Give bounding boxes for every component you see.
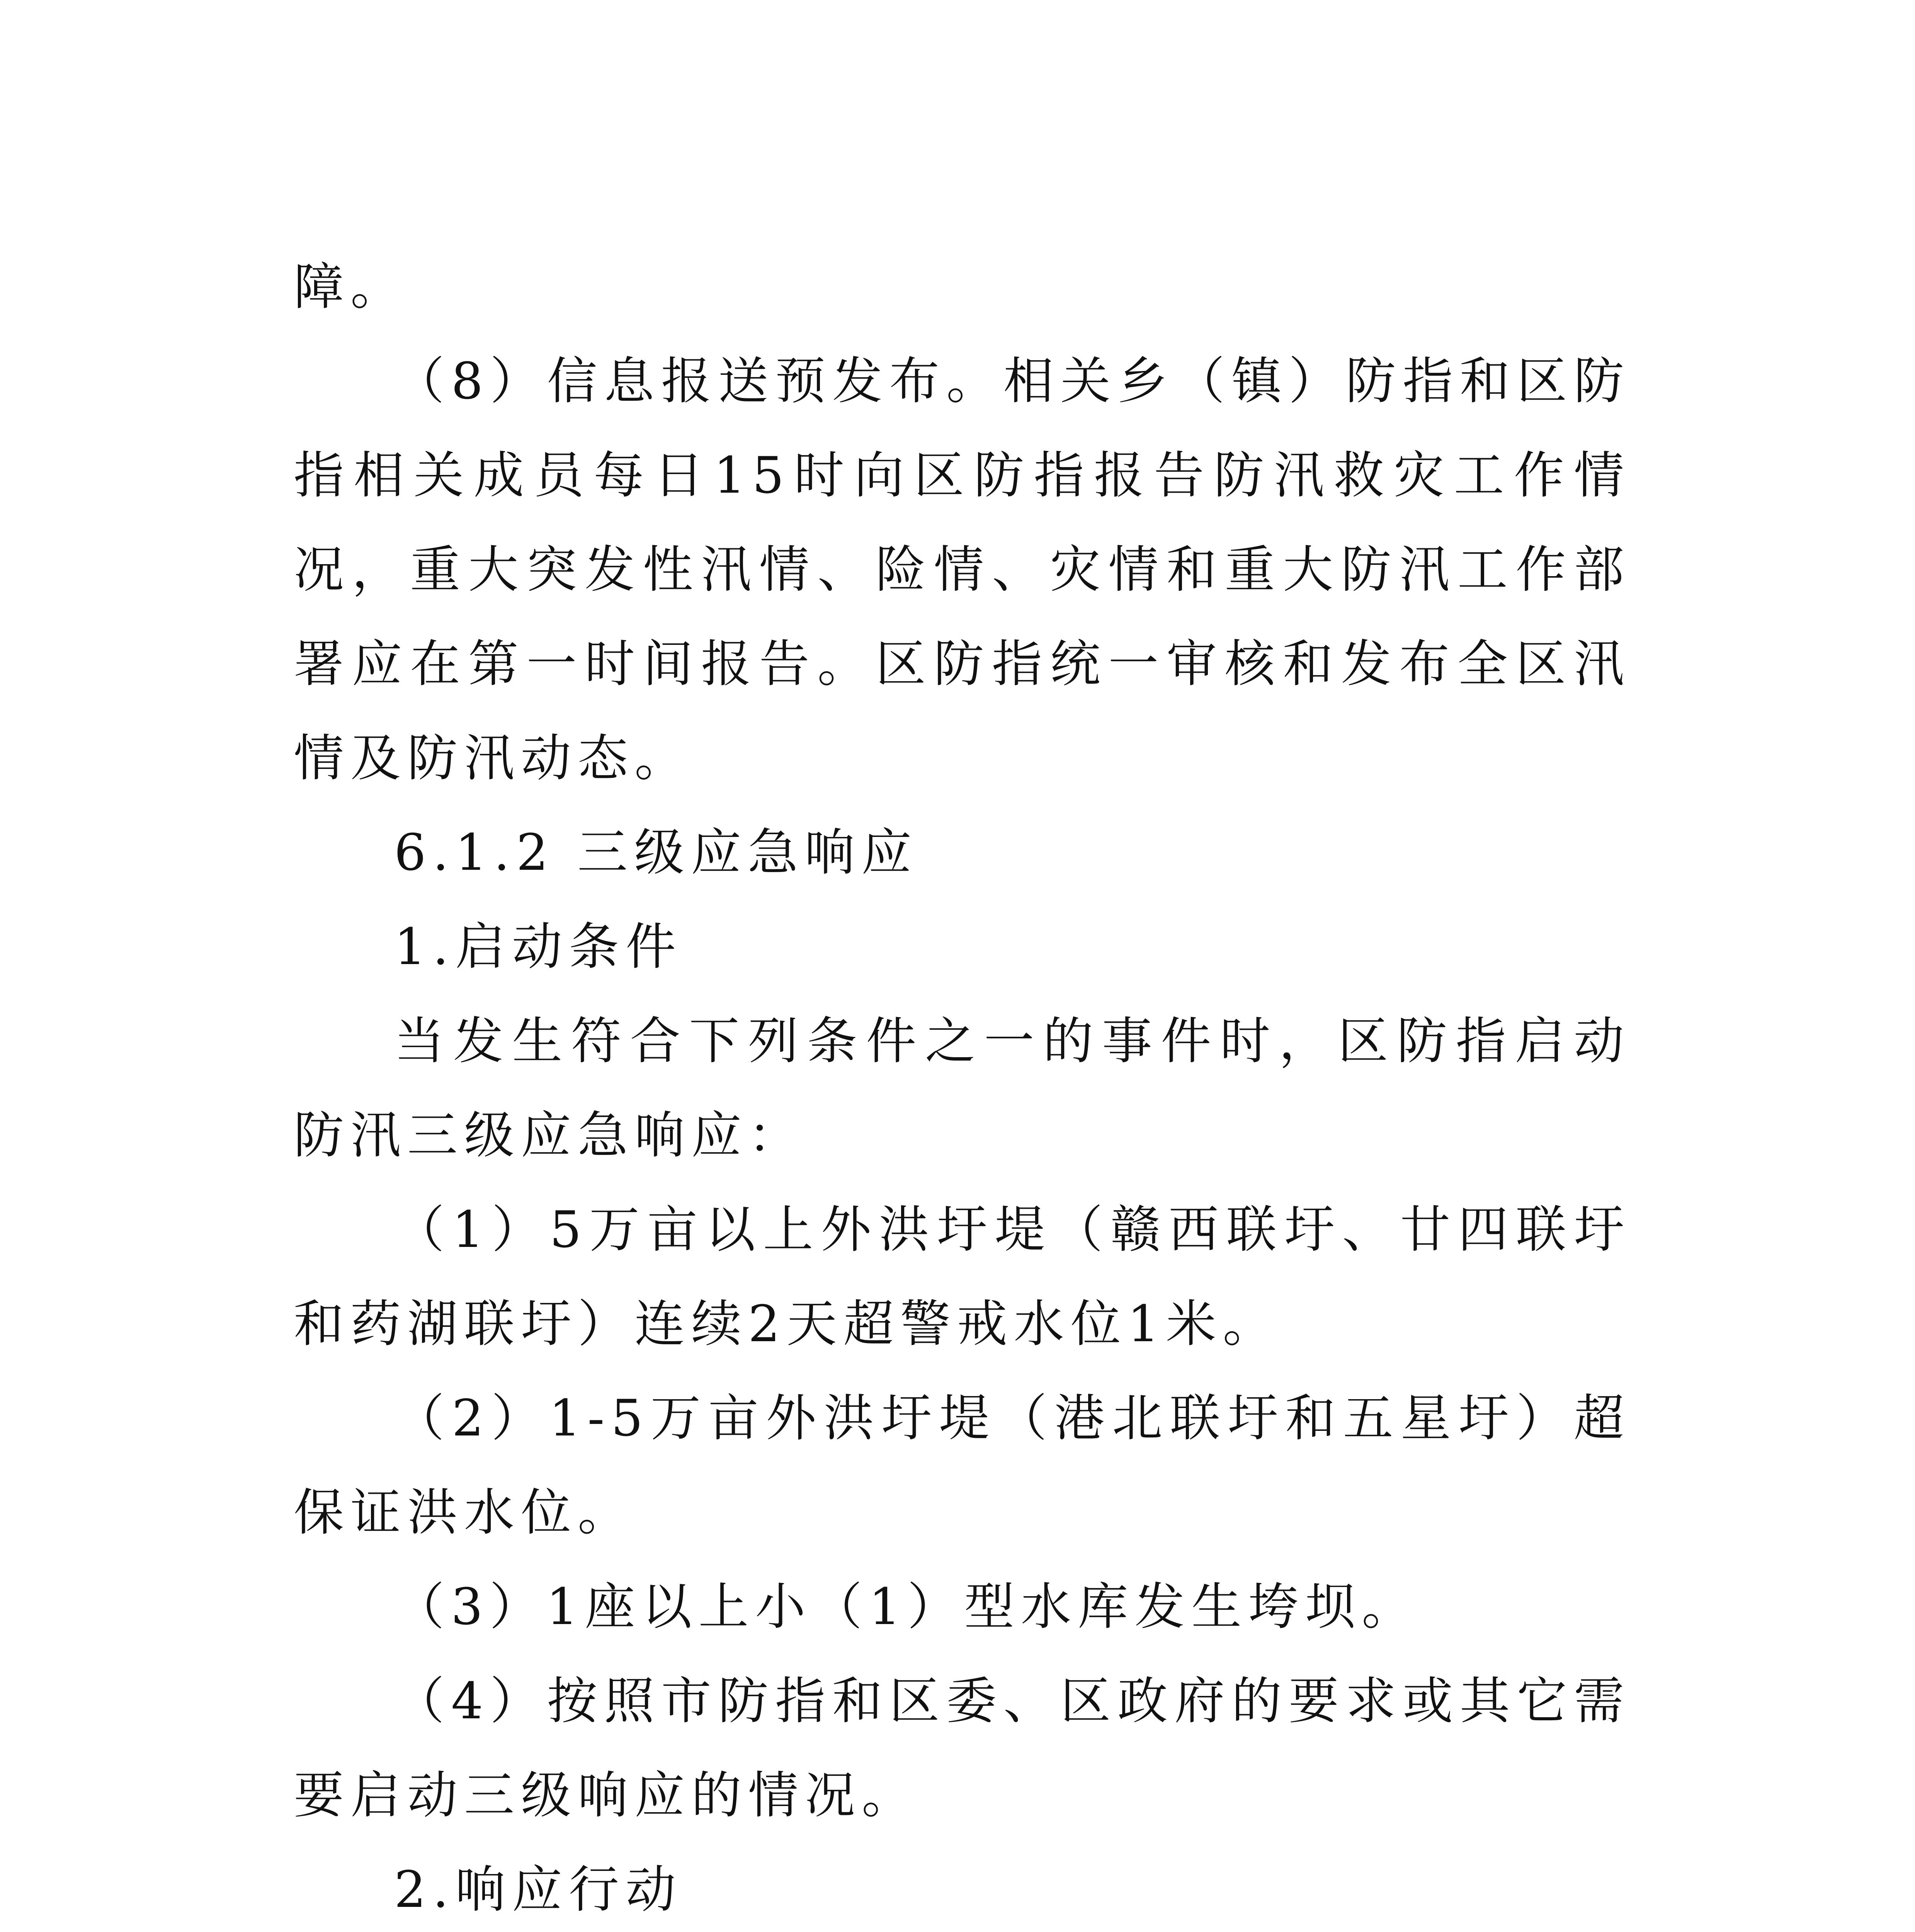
document-body bbox=[294, 240, 1631, 1932]
section-heading-6-1-2: 6.1.2 三级应急响应 bbox=[394, 823, 918, 882]
condition-item-1: （1）5万亩以上外洪圩堤（赣西联圩、廿四联圩和药湖联圩）连续2天超警戒水位1米。 bbox=[294, 1200, 1631, 1353]
paragraph-continuation: 障。 bbox=[294, 257, 408, 316]
paragraph-info-reporting: （8）信息报送预发布。相关乡（镇）防指和区防指相关成员每日15时向区防指报告防汛救灾工作情况，重大突发性汛情、险情、灾情和重大防汛工作部署应在第一时间报告。区防指统一审核和发布全区汛情及防汛动态。 bbox=[294, 352, 1631, 787]
paragraph-start-intro: 当发生符合下列条件之一的事件时，区防指启动防汛三级应急响应： bbox=[294, 1012, 1631, 1165]
subheading-start-conditions: 1.启动条件 bbox=[394, 917, 683, 976]
condition-item-3: （3）1座以上小（1）型水库发生垮坝。 bbox=[394, 1577, 1419, 1636]
subheading-response-actions: 2.响应行动 bbox=[394, 1860, 683, 1919]
condition-item-2: （2）1-5万亩外洪圩堤（港北联圩和五星圩）超保证洪水位。 bbox=[294, 1389, 1631, 1542]
condition-item-4: （4）按照市防指和区委、区政府的要求或其它需要启动三级响应的情况。 bbox=[294, 1672, 1631, 1825]
